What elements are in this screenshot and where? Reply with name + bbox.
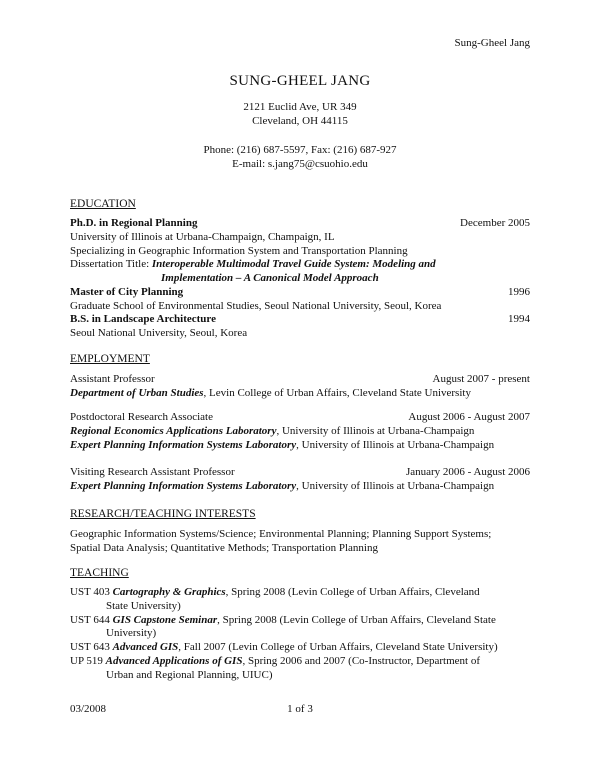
employment-heading: EMPLOYMENT [70,353,150,365]
phd-spec: Specializing in Geographic Information System and Transportation Planning [70,244,408,257]
job3-row [70,466,530,480]
teaching-heading: TEACHING [70,567,129,579]
job2-affil-2 [70,439,530,453]
phd-row [70,217,530,231]
job2-affil-1 [70,425,530,439]
employment-job-3 [70,466,530,494]
footer-date: 03/2008 [70,703,107,715]
course-1-rest: , Spring 2008 (Levin College of Urban Affairs, Cleveland [225,586,480,598]
education-section [70,217,530,341]
job2-row [70,411,530,425]
course-3-title: Advanced GIS [112,641,179,653]
research-interests [70,528,530,556]
job2-rest-2: , University of Illinois at Urbana-Champaign [296,438,495,451]
mcp-row [70,286,530,300]
course-4-cont: Urban and Regional Planning, UIUC) [106,668,273,681]
course-1-cont: State University) [106,599,181,612]
course-1-code: UST 403 [70,586,113,598]
job3-title: Visiting Research Assistant Professor [70,466,235,478]
course-1-title: Cartography & Graphics [112,586,226,598]
course-4-rest: , Spring 2006 and 2007 (Co-Instructor, Department of [242,654,480,667]
job1-affil [70,387,530,401]
course-2-title: GIS Capstone Seminar [112,613,218,626]
course-2 [70,614,530,628]
contact-block [0,144,600,172]
job2-title: Postdoctoral Research Associate [70,411,213,423]
diss-title-2: Implementation – A Canonical Model Approach [161,272,379,284]
course-4-title: Advanced Applications of GIS [105,654,243,667]
course-3-code: UST 643 [70,641,113,653]
teaching-list [70,586,530,682]
employment-job-2 [70,411,530,452]
phd-school: University of Illinois at Urbana-Champaign, Champaign, IL [70,230,335,243]
diss-label: Dissertation Title: [70,258,152,271]
diss-title-1: Interoperable Multimodal Travel Guide System: Modeling and [151,258,436,271]
phd-degree: Ph.D. in Regional Planning [70,217,198,229]
address-block [0,101,600,129]
job3-date: January 2006 - August 2006 [405,466,530,478]
footer-page-number: 1 of 3 [287,703,313,715]
course-2-rest: , Spring 2008 (Levin College of Urban Affairs, Cleveland State [217,613,496,626]
address-line-1: 2121 Euclid Ave, UR 349 [243,101,357,113]
employment-job-1 [70,373,530,401]
job1-dept: Department of Urban Studies [70,386,204,399]
mcp-date: 1996 [508,285,530,298]
course-4 [70,655,530,669]
job2-rest-1: , University of Illinois at Urbana-Champaign [276,424,475,437]
job1-row [70,373,530,387]
research-line-2: Spatial Data Analysis; Quantitative Methods; Transportation Planning [70,541,378,554]
email: E-mail: s.jang75@csuohio.edu [232,157,368,170]
course-3 [70,641,530,655]
running-header: Sung-Gheel Jang [454,37,530,49]
phone-fax: Phone: (216) 687-5597, Fax: (216) 687-927 [203,144,397,156]
job2-date: August 2006 - August 2007 [408,411,530,423]
mcp-degree: Master of City Planning [70,285,184,298]
job1-rest: , Levin College of Urban Affairs, Cleveland State University [203,386,471,399]
course-4-code: UP 519 [70,654,106,667]
phd-date: December 2005 [460,217,530,229]
job3-lab: Expert Planning Information Systems Laboratory [70,479,297,492]
bs-degree: B.S. in Landscape Architecture [70,313,216,326]
phd-dissertation [70,258,530,272]
mcp-school: Graduate School of Environmental Studies, Seoul National University, Seoul, Korea [70,299,442,312]
research-heading: RESEARCH/TEACHING INTERESTS [70,508,256,520]
education-heading: EDUCATION [70,198,136,210]
job3-affil [70,480,530,494]
job2-lab-2: Expert Planning Information Systems Laboratory [70,438,297,451]
bs-row [70,313,530,327]
page-title: SUNG-GHEEL JANG [229,73,371,89]
job1-date: August 2007 - present [432,373,530,385]
course-2-code: UST 644 [70,613,113,626]
course-2-cont: University) [106,627,157,640]
job2-lab-1: Regional Economics Applications Laboratory [70,424,277,437]
job3-rest: , University of Illinois at Urbana-Champaign [296,479,495,492]
job1-title: Assistant Professor [70,373,155,385]
bs-school: Seoul National University, Seoul, Korea [70,327,248,339]
address-line-2: Cleveland, OH 44115 [252,114,348,127]
research-line-1: Geographic Information Systems/Science; Environmental Planning; Planning Support Systems; [70,528,492,540]
bs-date: 1994 [508,313,530,326]
course-3-rest: , Fall 2007 (Levin College of Urban Affairs, Cleveland State University) [178,641,498,653]
course-1 [70,586,530,600]
